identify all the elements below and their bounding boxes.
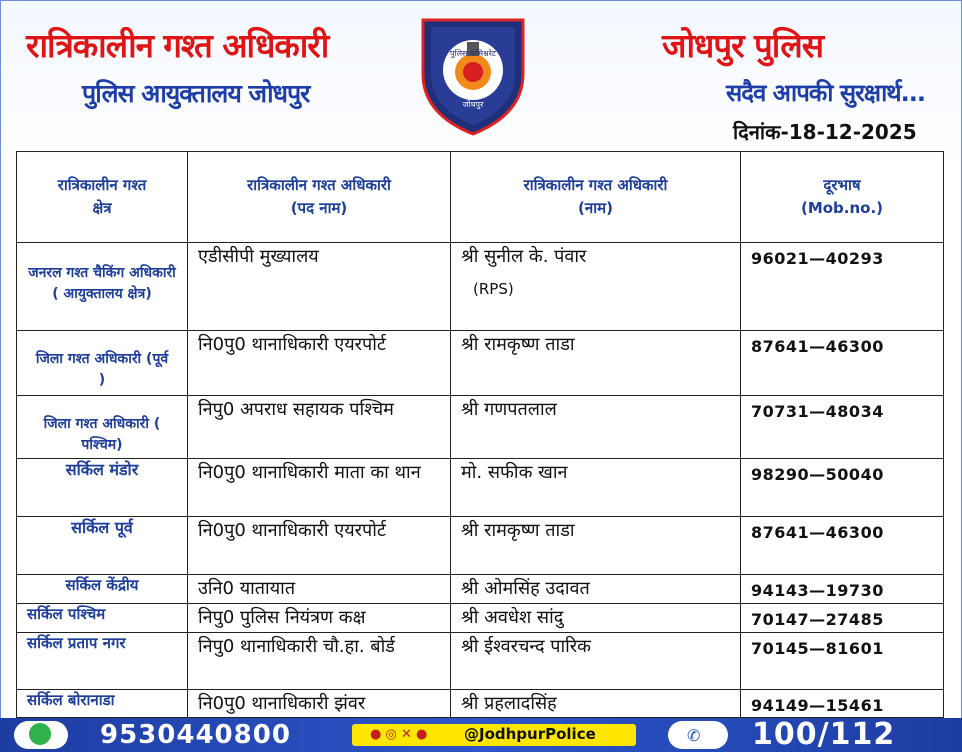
- area-cell: सर्किल बोरानाडा: [17, 690, 188, 718]
- whatsapp-icon: [14, 721, 68, 749]
- table-row: [17, 575, 944, 604]
- emergency-numbers: 100/112: [752, 717, 896, 752]
- mobile-cell: 94143—19730: [741, 575, 944, 604]
- area-cell: सर्किल पश्चिम: [17, 604, 188, 633]
- table-row: [17, 633, 944, 690]
- header-area: [17, 152, 188, 243]
- name-cell: श्री ईश्वरचन्द पारिक: [451, 633, 741, 690]
- header-line: (नाम): [578, 199, 613, 217]
- phone-call-icon: ✆: [668, 721, 728, 749]
- contact-footer-bar: [0, 718, 962, 752]
- table-row: [17, 690, 944, 718]
- name-cell: श्री प्रहलादसिंह: [451, 690, 741, 718]
- emblem-top-text: पुलिस कमिश्नरेट: [450, 49, 496, 58]
- mobile-cell: 70147—27485: [741, 604, 944, 633]
- police-emblem-logo: [413, 12, 533, 138]
- post-cell: एडीसीपी मुख्यालय: [188, 243, 451, 331]
- police-motto: सदैव आपकी सुरक्षार्थ...: [726, 79, 925, 107]
- name-cell: श्री अवधेश सांदु: [451, 604, 741, 633]
- area-cell: जिला गश्त अधिकारी (पूर्व ): [17, 331, 188, 396]
- social-handle: @JodhpurPolice: [464, 725, 596, 743]
- name-cell: श्री रामकृष्ण ताडा: [451, 517, 741, 575]
- area-cell: सर्किल केंद्रीय: [17, 575, 188, 604]
- area-cell: सर्किल पूर्व: [17, 517, 188, 575]
- area-cell: सर्किल मंडोर: [17, 459, 188, 517]
- header-line: क्षेत्र: [92, 199, 112, 217]
- name-cell: [451, 243, 741, 331]
- post-cell: निपु0 थानाधिकारी चौ.हा. बोर्ड: [188, 633, 451, 690]
- header-line: रात्रिकालीन गश्त: [57, 176, 147, 194]
- post-cell: निपु0 अपराध सहायक पश्चिम: [188, 396, 451, 459]
- area-cell: जनरल गश्त चैकिंग अधिकारी ( आयुक्तालय क्षेत्र): [17, 243, 188, 331]
- police-title: जोधपुर पुलिस: [662, 26, 824, 65]
- emblem-bottom-text: जोधपुर: [462, 100, 484, 109]
- header-line: रात्रिकालीन गश्त अधिकारी: [523, 176, 668, 194]
- area-cell: सर्किल प्रताप नगर: [17, 633, 188, 690]
- header-mobile: [741, 152, 944, 243]
- header-name: [451, 152, 741, 243]
- post-cell: नि0पु0 थानाधिकारी एयरपोर्ट: [188, 331, 451, 396]
- table-row: [17, 459, 944, 517]
- area-cell: जिला गश्त अधिकारी ( पश्चिम): [17, 396, 188, 459]
- table-row: [17, 517, 944, 575]
- header-line: रात्रिकालीन गश्त अधिकारी: [247, 176, 391, 194]
- social-media-icons: ● ◎ ✕ ●: [370, 727, 428, 742]
- post-cell: नि0पु0 थानाधिकारी झंवर: [188, 690, 451, 718]
- whatsapp-number: 9530440800: [100, 720, 291, 750]
- header-line: (Mob.no.): [800, 199, 884, 217]
- post-cell: नि0पु0 थानाधिकारी एयरपोर्ट: [188, 517, 451, 575]
- social-media-strip: [352, 724, 636, 746]
- name-cell: श्री रामकृष्ण ताडा: [451, 331, 741, 396]
- patrol-roster-table: [16, 151, 944, 718]
- officer-service-note: (RPS): [473, 280, 514, 298]
- mobile-cell: 96021—40293: [741, 243, 944, 331]
- header-line: दूरभाष: [823, 176, 861, 194]
- post-cell: नि0पु0 थानाधिकारी माता का थान: [188, 459, 451, 517]
- table-row: [17, 604, 944, 633]
- table-row: [17, 243, 944, 331]
- table-row: [17, 331, 944, 396]
- header-line: (पद नाम): [290, 199, 348, 217]
- mobile-cell: 94149—15461: [741, 690, 944, 718]
- mobile-cell: 98290—50040: [741, 459, 944, 517]
- mobile-cell: 70731—48034: [741, 396, 944, 459]
- officer-name: श्री सुनील के. पंवार: [461, 246, 587, 267]
- date-label: दिनांक-18-12-2025: [733, 120, 917, 144]
- header-post: [188, 152, 451, 243]
- mobile-cell: 70145—81601: [741, 633, 944, 690]
- name-cell: श्री गणपतलाल: [451, 396, 741, 459]
- name-cell: मो. सफीक खान: [451, 459, 741, 517]
- department-subtitle: पुलिस आयुक्तालय जोधपुर: [82, 79, 310, 108]
- post-cell: उनि0 यातायात: [188, 575, 451, 604]
- name-cell: श्री ओमसिंह उदावत: [451, 575, 741, 604]
- mobile-cell: 87641—46300: [741, 517, 944, 575]
- table-header-row: [17, 152, 944, 243]
- post-cell: निपु0 पुलिस नियंत्रण कक्ष: [188, 604, 451, 633]
- poster-title: रात्रिकालीन गश्त अधिकारी: [26, 26, 329, 65]
- table-row: [17, 396, 944, 459]
- mobile-cell: 87641—46300: [741, 331, 944, 396]
